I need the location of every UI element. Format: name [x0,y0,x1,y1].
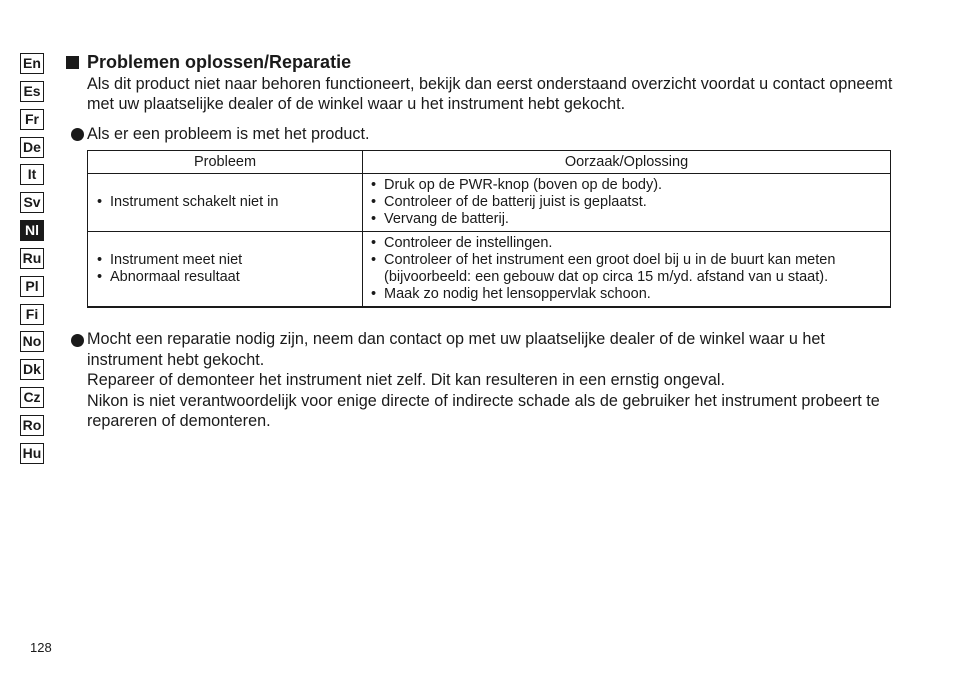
section-title [66,51,351,73]
header-solution: Oorzaak/Oplossing [363,151,891,174]
language-tab-en[interactable]: En [20,53,44,74]
language-tab-fi[interactable]: Fi [20,304,44,325]
solution-cell [363,232,891,308]
troubleshooting-table [87,150,891,308]
problem-bullet [71,124,370,144]
repair-note: Mocht een reparatie nodig zijn, neem dan contact op met uw plaatselijke dealer of de winkel waar u het instrument hebt gekocht. [87,330,825,369]
language-tab-pl[interactable]: Pl [20,276,44,297]
solution-item: • Controleer of het instrument een groot doel bij u in de buurt kan meten (bijvoorbeeld: een gebouw dat op circa 15 m/yd. afstand van u staat). [371,252,884,286]
language-tab-sv[interactable]: Sv [20,192,44,213]
solution-item: • Controleer of de batterij juist is geplaatst. [371,194,884,211]
table-row [88,232,891,308]
language-tab-it[interactable]: It [20,164,44,185]
language-tab-fr[interactable]: Fr [20,109,44,130]
solution-cell [363,174,891,232]
language-tab-de[interactable]: De [20,137,44,158]
solution-item: • Controleer de instellingen. [371,235,884,252]
repair-note: Repareer of demonteer het instrument niet zelf. Dit kan resulteren in een ernstig ongeval. [87,371,725,389]
language-tabs [20,53,44,471]
language-tab-ro[interactable]: Ro [20,415,44,436]
language-tab-dk[interactable]: Dk [20,359,44,380]
language-tab-nl-active[interactable]: Nl [20,220,44,241]
solution-item: • Druk op de PWR-knop (boven op de body). [371,177,884,194]
intro-paragraph: Als dit product niet naar behoren functioneert, bekijk dan eerst onderstaand overzicht voordat u contact opneemt met uw plaatselijke dealer of de winkel waar u het instrument hebt gekocht. [87,75,893,113]
problem-item: • Instrument schakelt niet in [97,194,354,211]
solution-item: • Maak zo nodig het lensoppervlak schoon. [371,286,884,303]
language-tab-es[interactable]: Es [20,81,44,102]
table-header-row [88,151,891,174]
language-tab-ru[interactable]: Ru [20,248,44,269]
header-problem: Probleem [88,151,363,174]
section-title-text: Problemen oplossen/Reparatie [87,52,352,72]
square-bullet-icon [66,56,79,69]
repair-note: Nikon is niet verantwoordelijk voor enige directe of indirecte schade als de gebruiker het instrument probeert te repareren of demonteren. [87,391,880,430]
language-tab-cz[interactable]: Cz [20,387,44,408]
language-tab-no[interactable]: No [20,331,44,352]
problem-item: • Instrument meet niet [97,252,354,269]
page-number: 128 [30,640,52,655]
language-tab-hu[interactable]: Hu [20,443,44,464]
table-row [88,174,891,232]
problem-cell [88,174,363,232]
problem-item: • Abnormaal resultaat [97,269,354,286]
round-bullet-icon [71,334,84,347]
round-bullet-icon [71,128,84,141]
problem-bullet-text: Als er een probleem is met het product. [87,125,370,143]
repair-notes [71,329,891,432]
solution-item: • Vervang de batterij. [371,211,884,228]
problem-cell [88,232,363,308]
